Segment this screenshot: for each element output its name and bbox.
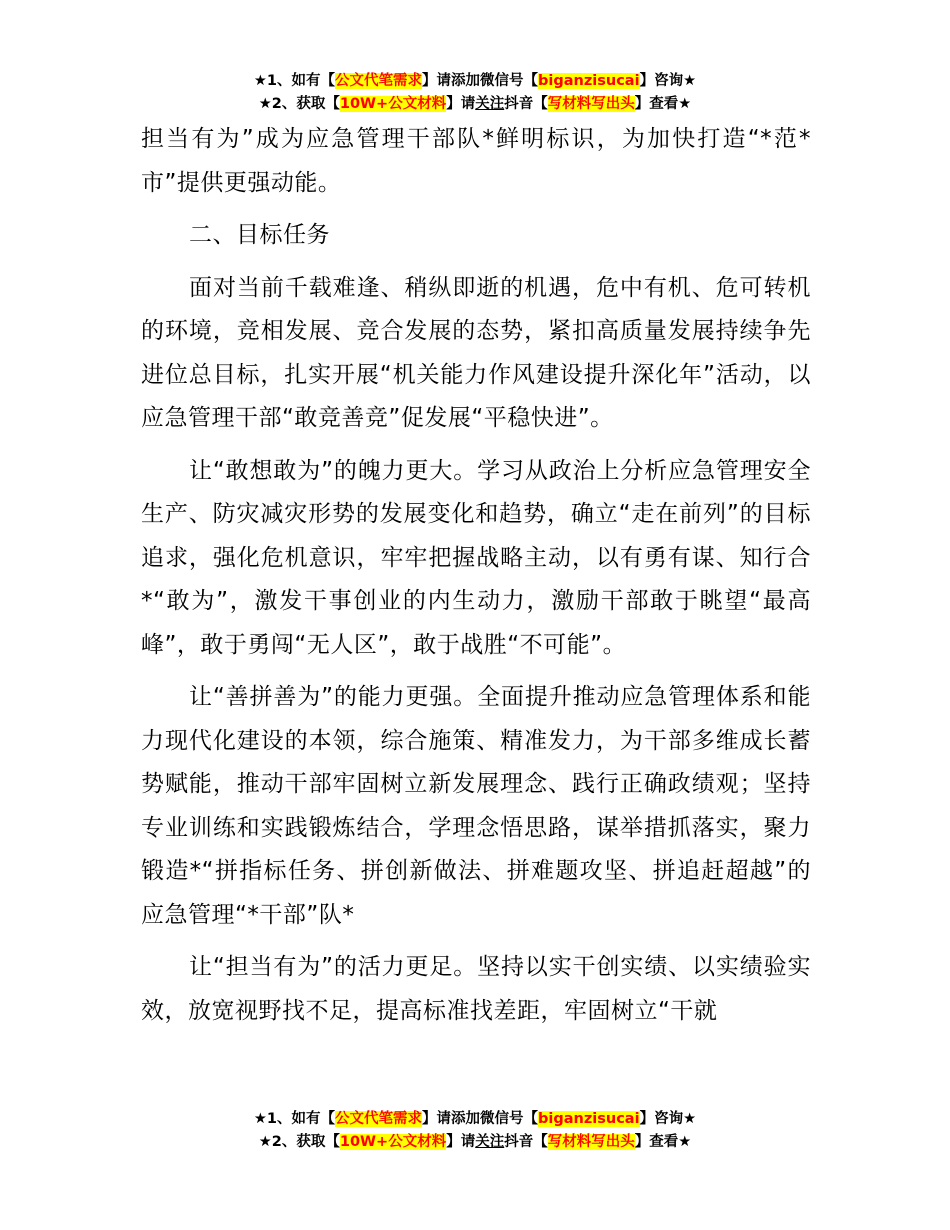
paragraph-continuation: 担当有为”成为应急管理干部队*鲜明标识，为加快打造“*范*市”提供更强动能。 bbox=[141, 126, 811, 196]
paragraph: 让“敢想敢为”的魄力更大。学习从政治上分析应急管理安全生产、防灾减灾形势的发展变化和趋势，确立“走在前列”的目标追求，强化危机意识，牢牢把握战略主动，以有勇有谋、知行合*“敢为”，激发干事创业的内生动力，激励干部敢于眺望“最高峰”，敢于勇闯“无人区”，敢于战胜“不可能”。 bbox=[141, 457, 811, 658]
promo-highlight-materials: 10W+公文材料 bbox=[339, 1134, 447, 1150]
promo-highlight-wechat-id: biganzisucai bbox=[538, 1111, 640, 1127]
promo-follow-underlined: 关注 bbox=[475, 1134, 505, 1150]
promo-line-2: ★2、获取【10W+公文材料】请关注抖音【写材料写出头】查看★ bbox=[258, 96, 692, 112]
promo-highlight-douyin: 写材料写出头 bbox=[547, 96, 635, 112]
promo-highlight-douyin: 写材料写出头 bbox=[547, 1134, 635, 1150]
header-promo-banner bbox=[0, 70, 950, 116]
footer-promo-banner bbox=[0, 1108, 950, 1154]
promo-highlight-materials: 10W+公文材料 bbox=[339, 96, 447, 112]
promo-highlight-wechat-id: biganzisucai bbox=[538, 73, 640, 89]
paragraph: 面对当前千载难逢、稍纵即逝的机遇，危中有机、危可转机的环境，竞相发展、竞合发展的态势，紧扣高质量发展持续争先进位总目标，扎实开展“机关能力作风建设提升深化年”活动，以应急管理干部“敢竞善竞”促发展“平稳快进”。 bbox=[141, 274, 811, 431]
promo-line-1: ★1、如有【公文代笔需求】请添加微信号【biganzisucai】咨询★ bbox=[253, 73, 697, 89]
promo-line-1: ★1、如有【公文代笔需求】请添加微信号【biganzisucai】咨询★ bbox=[253, 1111, 697, 1127]
promo-follow-underlined: 关注 bbox=[475, 96, 505, 112]
document-body bbox=[141, 118, 811, 1042]
promo-highlight-service: 公文代笔需求 bbox=[335, 73, 423, 89]
promo-line-2: ★2、获取【10W+公文材料】请关注抖音【写材料写出头】查看★ bbox=[258, 1134, 692, 1150]
paragraph: 让“善拼善为”的能力更强。全面提升推动应急管理体系和能力现代化建设的本领，综合施策、精准发力，为干部多维成长蓄势赋能，推动干部牢固树立新发展理念、践行正确政绩观；坚持专业训练和实践锻炼结合，学理念悟思路，谋举措抓落实，聚力锻造*“拼指标任务、拼创新做法、拼难题攻坚、拼追赶超越”的应急管理“*干部”队* bbox=[141, 684, 811, 928]
section-heading: 二、目标任务 bbox=[189, 222, 330, 248]
paragraph: 让“担当有为”的活力更足。坚持以实干创实绩、以实绩验实效，放宽视野找不足，提高标准找差距，牢固树立“干就 bbox=[141, 954, 811, 1024]
promo-highlight-service: 公文代笔需求 bbox=[335, 1111, 423, 1127]
